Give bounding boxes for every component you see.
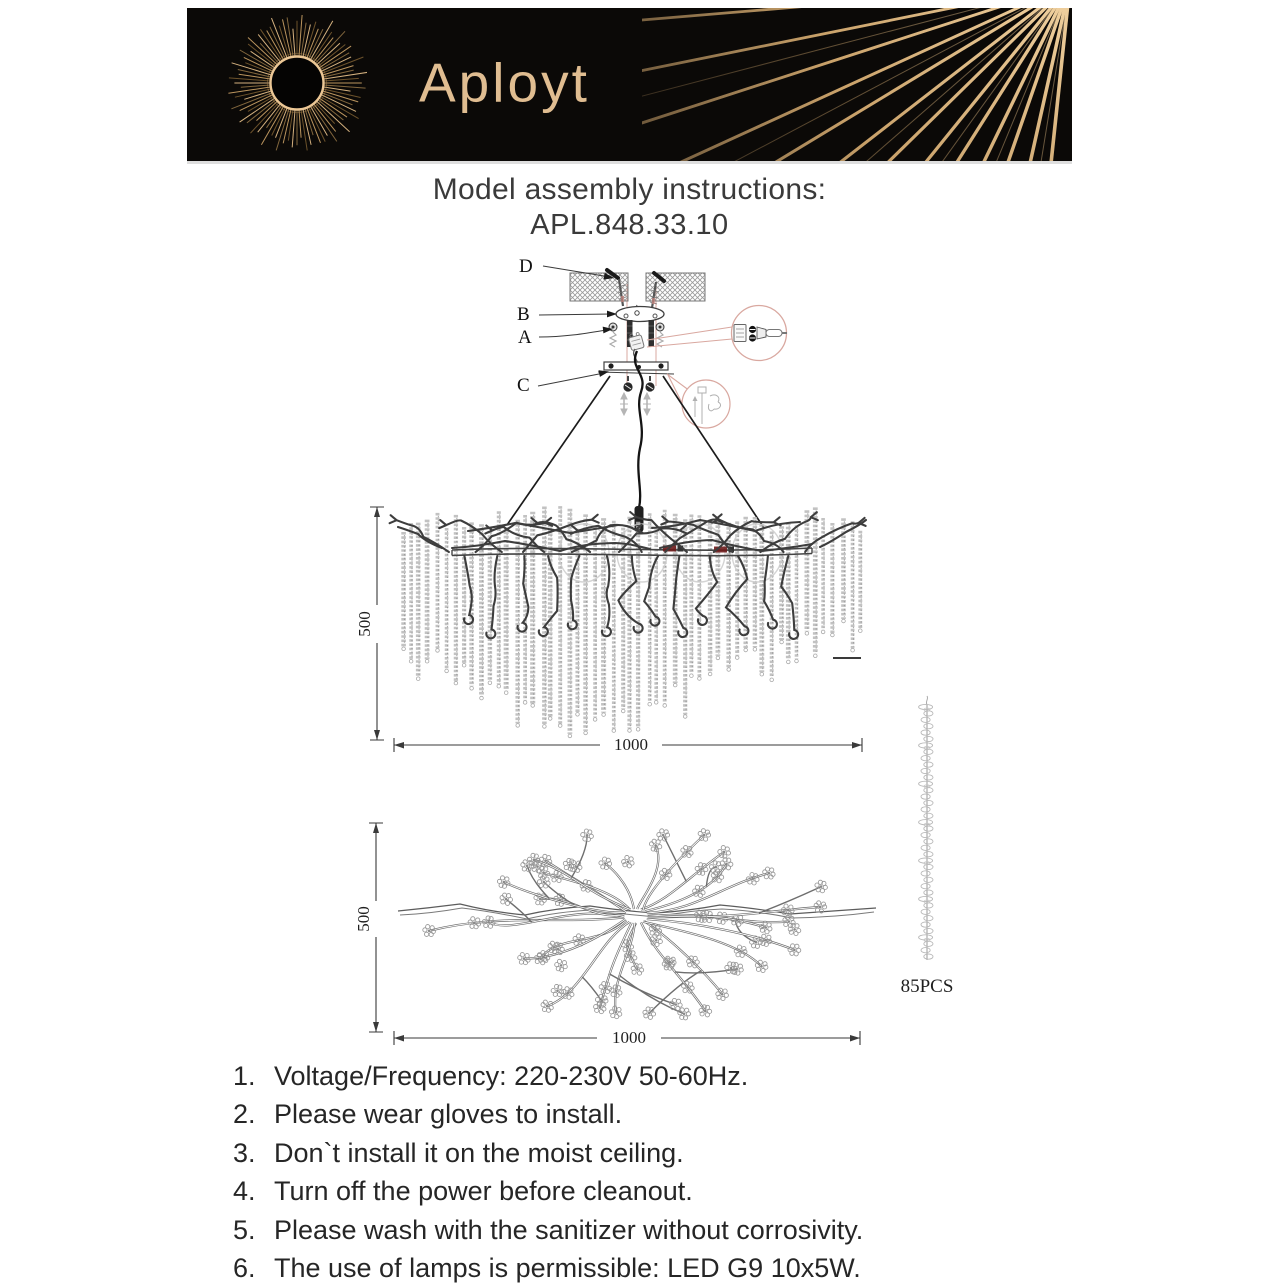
instructions-list	[233, 1057, 1073, 1287]
instruction-item: 3. Don`t install it on the moist ceiling.	[233, 1137, 684, 1168]
page-title: Model assembly instructions:	[432, 173, 827, 206]
label-d: D	[519, 256, 533, 277]
top-width-dim: 1000	[612, 1028, 646, 1047]
crystal-strand-figure	[919, 696, 933, 960]
chandelier-top-view	[398, 829, 876, 1020]
assembly-diagram	[350, 250, 1010, 1060]
starburst-logo-icon	[227, 13, 367, 153]
top-height-dim: 500	[354, 906, 373, 932]
instruction-item: 1. Voltage/Frequency: 220-230V 50-60Hz.	[233, 1061, 749, 1091]
label-c: C	[517, 375, 530, 396]
model-number: APL.848.33.10	[530, 209, 729, 241]
title-block	[187, 172, 1072, 242]
header-banner	[187, 8, 1072, 161]
hook-detail-circle	[682, 380, 730, 428]
instruction-item: 6. The use of lamps is permissible: LED G9 10x5W.	[233, 1253, 861, 1284]
ceiling-mount-diagram	[507, 256, 787, 532]
instruction-item: 5. Please wash with the sanitizer without corrosivity.	[233, 1214, 864, 1245]
instruction-item: 2. Please wear gloves to install.	[233, 1099, 623, 1130]
label-b: B	[517, 304, 530, 325]
chandelier-side-view	[390, 506, 866, 738]
label-a: A	[518, 327, 532, 348]
side-height-dim: 500	[355, 611, 374, 637]
connector-detail-circle	[732, 306, 788, 361]
side-width-dim: 1000	[614, 735, 648, 754]
strand-count-label: 85PCS	[900, 976, 954, 997]
instruction-item: 4. Turn off the power before cleanout.	[233, 1176, 693, 1207]
brand-name: Aployt	[419, 50, 590, 113]
rays-decoration-icon	[642, 8, 1072, 161]
top-view-dimensions	[354, 823, 860, 1047]
